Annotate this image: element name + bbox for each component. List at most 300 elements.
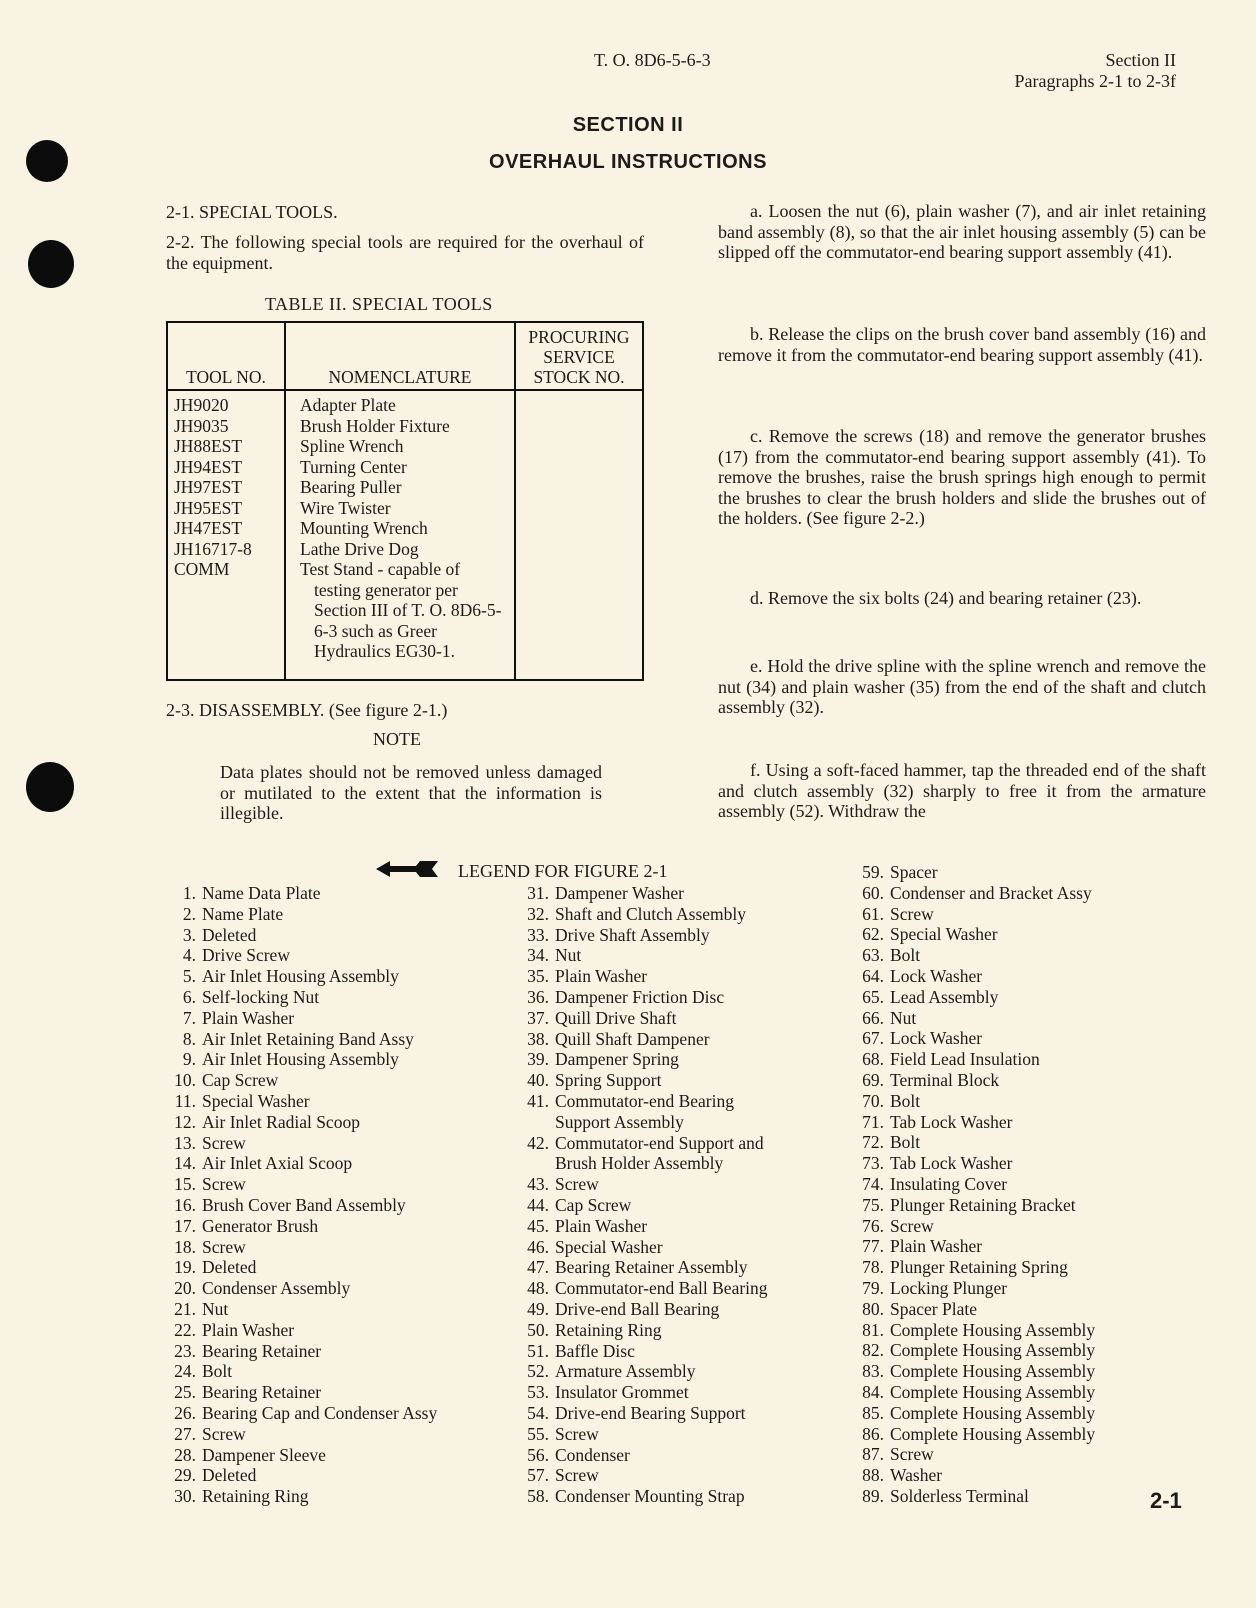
legend-item-label: Shaft and Clutch Assembly <box>555 903 747 924</box>
legend-item-label: Insulating Cover <box>890 1173 1008 1194</box>
legend-item <box>162 1299 437 1320</box>
legend-item <box>515 987 768 1008</box>
legend-item-number: 22. <box>174 1319 196 1340</box>
legend-item-number: 51. <box>527 1340 549 1361</box>
legend-item <box>162 1361 437 1382</box>
page-number: 2-1 <box>1150 1488 1182 1513</box>
tool-nomenclature: Wire Twister <box>300 497 391 518</box>
tool-number: JH9020 <box>174 395 229 415</box>
legend-item-label: Special Washer <box>890 924 998 945</box>
legend-item <box>515 1091 768 1112</box>
legend-item-label: Quill Shaft Dampener <box>555 1028 710 1049</box>
legend-item <box>162 1382 437 1403</box>
legend-item-number: 13. <box>174 1132 196 1153</box>
legend-item <box>850 987 1095 1008</box>
legend-item <box>162 966 437 987</box>
legend-item-label: Condenser Mounting Strap <box>555 1486 745 1507</box>
legend-item <box>515 1278 768 1299</box>
left-arrow-icon <box>376 860 438 883</box>
legend-item-label: Condenser <box>555 1444 630 1465</box>
legend-item-number: 39. <box>527 1049 549 1070</box>
legend-item <box>850 1257 1095 1278</box>
legend-item-number: 59. <box>862 862 884 882</box>
step-a: a. Loosen the nut (6), plain washer (7), and air inlet retaining band assembly (8), so that the air inlet housing assembly (5) can be slipped off the commutator-end bearing support assembly (41). <box>718 201 1206 263</box>
legend-item-number: 40. <box>527 1070 549 1091</box>
legend-item-label: Bolt <box>202 1361 233 1382</box>
legend-item-number: 12. <box>174 1111 196 1132</box>
legend-item <box>515 1216 768 1237</box>
legend-item-label: Tab Lock Washer <box>890 1153 1013 1174</box>
legend-item <box>515 1029 768 1050</box>
legend-item-number: 10. <box>174 1070 196 1091</box>
legend-item <box>850 883 1095 904</box>
tool-number: JH9035 <box>174 415 229 436</box>
legend-item <box>162 1049 437 1070</box>
table-header-nomenclature: NOMENCLATURE <box>285 322 515 390</box>
legend-item-number: 6. <box>182 986 196 1007</box>
legend-column-3 <box>850 862 1095 1507</box>
legend-item-number: 33. <box>527 924 549 945</box>
legend-item-label: Screw <box>890 903 934 924</box>
step-f: f. Using a soft-faced hammer, tap the threaded end of the shaft and clutch assembly (32) sharply to free it from the armature assembly (52). Withdraw the <box>718 760 1206 822</box>
legend-title-row <box>376 860 668 883</box>
legend-item-number: 17. <box>174 1215 196 1236</box>
legend-item <box>850 1174 1095 1195</box>
legend-item-label: Bearing Retainer <box>202 1382 322 1403</box>
legend-item-label: Insulator Grommet <box>555 1382 689 1403</box>
legend-item-number: 77. <box>862 1236 884 1257</box>
legend-item <box>850 945 1095 966</box>
legend-item <box>850 1465 1095 1486</box>
legend-item-number: 55. <box>527 1423 549 1444</box>
step-c: c. Remove the screws (18) and remove the generator brushes (17) from the commutator-end bearing support assembly (41). To remove the brushes, raise the brush springs high enough to permit the brushes to clear the brush holders and slide the brushes out of the holders. (See figure 2-2.) <box>718 426 1206 529</box>
legend-item <box>515 1237 768 1258</box>
tool-number: JH88EST <box>174 436 243 456</box>
legend-item-number: 31. <box>527 883 549 903</box>
legend-item <box>850 1070 1095 1091</box>
legend-item-number: 71. <box>862 1111 884 1132</box>
tool-nomenclature: Lathe Drive Dog <box>300 538 419 559</box>
legend-item-label: Bearing Cap and Condenser Assy <box>202 1402 438 1423</box>
legend-title: LEGEND FOR FIGURE 2-1 <box>458 861 668 881</box>
legend-item-number: 30. <box>174 1486 196 1507</box>
tool-nomenclature: Mounting Wrench <box>300 518 428 538</box>
legend-item-number: 58. <box>527 1486 549 1507</box>
legend-item-number: 86. <box>862 1423 884 1444</box>
table-header-tool-no: TOOL NO. <box>167 322 285 390</box>
legend-item-label: Armature Assembly <box>555 1361 696 1382</box>
binder-hole <box>26 762 74 812</box>
legend-item-label: Baffle Disc <box>555 1340 635 1361</box>
special-tools-table <box>166 321 644 681</box>
legend-item <box>162 1257 437 1278</box>
legend-item-number: 82. <box>862 1340 884 1361</box>
legend-item-label: Screw <box>555 1465 599 1486</box>
legend-item <box>515 1008 768 1029</box>
tool-number: JH97EST <box>174 477 243 497</box>
legend-item <box>850 1424 1095 1445</box>
legend-item-number: 15. <box>174 1174 196 1195</box>
legend-item-number: 68. <box>862 1049 884 1070</box>
legend-item-number: 83. <box>862 1361 884 1382</box>
legend-item-label: Commutator-end Bearing <box>555 1090 734 1111</box>
legend-item-label: Screw <box>890 1444 934 1465</box>
step-d: d. Remove the six bolts (24) and bearing retainer (23). <box>750 588 1142 608</box>
legend-item-label: Field Lead Insulation <box>890 1049 1040 1070</box>
legend-item-label: Condenser and Bracket Assy <box>890 882 1092 903</box>
paragraph-2-3: 2-3. DISASSEMBLY. (See figure 2-1.) <box>166 700 448 720</box>
legend-item-number: 26. <box>174 1402 196 1423</box>
legend-item <box>515 904 768 925</box>
legend-item <box>515 966 768 987</box>
legend-item <box>162 1424 437 1445</box>
legend-item-label: Commutator-end Support and <box>555 1132 764 1153</box>
legend-item <box>850 904 1095 925</box>
legend-item-label: Complete Housing Assembly <box>890 1423 1096 1444</box>
legend-item-label: Plain Washer <box>202 1007 295 1028</box>
legend-item-number: 7. <box>182 1007 196 1028</box>
paragraph-2-1: 2-1. SPECIAL TOOLS. <box>166 202 338 222</box>
legend-item-label: Cap Screw <box>202 1070 279 1091</box>
legend-item-number: 79. <box>862 1277 884 1298</box>
legend-item-number: 14. <box>174 1153 196 1174</box>
legend-item-label: Plunger Retaining Bracket <box>890 1194 1076 1215</box>
section-label: Section II <box>1105 50 1176 70</box>
legend-column-2 <box>515 883 768 1507</box>
legend-item <box>850 1049 1095 1070</box>
tool-number: COMM <box>174 559 230 579</box>
legend-item-label: Bolt <box>890 945 921 966</box>
legend-item-label: Bolt <box>890 1132 921 1153</box>
legend-item-number: 54. <box>527 1402 549 1423</box>
legend-item <box>162 1091 437 1112</box>
legend-item-number: 38. <box>527 1028 549 1049</box>
legend-item <box>162 1133 437 1154</box>
legend-item <box>850 966 1095 987</box>
legend-item <box>850 1195 1095 1216</box>
legend-item <box>850 1320 1095 1341</box>
legend-item-label: Terminal Block <box>890 1069 1000 1090</box>
legend-item <box>850 1444 1095 1465</box>
paragraphs-label: Paragraphs 2-1 to 2-3f <box>1014 71 1176 91</box>
legend-item-number: 57. <box>527 1465 549 1486</box>
legend-item-number: 27. <box>174 1423 196 1444</box>
legend-item-number: 11. <box>174 1090 196 1111</box>
legend-item <box>850 1028 1095 1049</box>
legend-item-label: Deleted <box>202 1465 257 1486</box>
legend-item-number: 85. <box>862 1402 884 1423</box>
legend-item-label: Tab Lock Washer <box>890 1111 1013 1132</box>
legend-item-label-continued: Brush Holder Assembly <box>555 1153 724 1174</box>
doc-number: T. O. 8D6-5-6-3 <box>594 50 711 70</box>
legend-item-label: Drive Screw <box>202 945 290 966</box>
legend-item-label: Name Plate <box>202 903 284 924</box>
legend-item-label: Drive Shaft Assembly <box>555 924 710 945</box>
legend-item <box>515 1049 768 1070</box>
legend-item-number: 23. <box>174 1340 196 1361</box>
legend-item-number: 29. <box>174 1465 196 1486</box>
legend-item-label: Solderless Terminal <box>890 1485 1029 1506</box>
legend-item-label: Screw <box>202 1174 246 1195</box>
legend-item-label: Condenser Assembly <box>202 1278 351 1299</box>
tool-nomenclature: Test Stand - capable of testing generator per Section III of T. O. 8D6-5-6-3 such as Greer Hydraulics EG30-1. <box>300 559 502 661</box>
legend-item <box>515 1299 768 1320</box>
legend-item <box>515 1133 768 1154</box>
legend-item-number: 43. <box>527 1174 549 1195</box>
legend-item-label: Air Inlet Radial Scoop <box>202 1111 360 1132</box>
legend-item-number: 89. <box>862 1485 884 1506</box>
legend-item-number: 20. <box>174 1278 196 1299</box>
legend-item <box>162 1153 437 1174</box>
legend-item <box>850 1216 1095 1237</box>
legend-item-number: 70. <box>862 1090 884 1111</box>
legend-item <box>850 1236 1095 1257</box>
legend-item-label: Nut <box>202 1298 229 1319</box>
legend-item <box>162 987 437 1008</box>
section-title: SECTION II <box>572 114 684 136</box>
legend-item-label: Bearing Retainer <box>202 1340 322 1361</box>
legend-item-label: Complete Housing Assembly <box>890 1361 1096 1382</box>
legend-item-label: Spacer Plate <box>890 1298 977 1319</box>
legend-item <box>850 862 1095 883</box>
legend-item <box>162 1320 437 1341</box>
stock-number-cell <box>515 390 643 680</box>
legend-item <box>162 1341 437 1362</box>
legend-item <box>850 1112 1095 1133</box>
legend-item <box>162 1174 437 1195</box>
legend-item-label: Commutator-end Ball Bearing <box>555 1278 768 1299</box>
note-text: Data plates should not be removed unless damaged or mutilated to the extent that the information is illegible. <box>220 762 602 824</box>
legend-item-label: Brush Cover Band Assembly <box>202 1194 406 1215</box>
legend-item <box>850 1008 1095 1029</box>
legend-item-number: 8. <box>182 1028 196 1049</box>
legend-item-label: Spring Support <box>555 1070 662 1091</box>
legend-item-number: 21. <box>174 1298 196 1319</box>
legend-item-number: 66. <box>862 1007 884 1028</box>
legend-item-label: Dampener Sleeve <box>202 1444 326 1465</box>
tool-numbers-cell <box>167 390 285 680</box>
legend-item-number: 34. <box>527 945 549 966</box>
legend-item <box>850 1361 1095 1382</box>
legend-item-label: Name Data Plate <box>202 883 321 903</box>
legend-item-label: Screw <box>890 1215 934 1236</box>
legend-item <box>162 1195 437 1216</box>
legend-item-label: Air Inlet Housing Assembly <box>202 966 399 987</box>
legend-item-number: 73. <box>862 1153 884 1174</box>
step-b: b. Release the clips on the brush cover band assembly (16) and remove it from the commutator-end bearing support assembly (41). <box>718 324 1206 365</box>
legend-item-label: Lead Assembly <box>890 986 999 1007</box>
legend-item-number: 56. <box>527 1444 549 1465</box>
legend-item-label: Complete Housing Assembly <box>890 1402 1096 1423</box>
legend-item-label: Complete Housing Assembly <box>890 1340 1096 1361</box>
tool-nomenclature: Brush Holder Fixture <box>300 415 450 436</box>
legend-item-number: 48. <box>527 1278 549 1299</box>
legend-column-1 <box>162 883 437 1507</box>
legend-item-label: Deleted <box>202 1257 257 1278</box>
legend-item-number: 4. <box>182 945 196 966</box>
table-row <box>167 390 643 680</box>
legend-item-label: Plain Washer <box>890 1236 983 1257</box>
legend-item <box>515 1424 768 1445</box>
legend-item-number: 5. <box>182 966 196 987</box>
legend-item <box>162 904 437 925</box>
legend-item-number: 41. <box>527 1090 549 1111</box>
legend-item-number: 81. <box>862 1319 884 1340</box>
legend-item <box>515 1341 768 1362</box>
legend-item-number: 37. <box>527 1007 549 1028</box>
legend-item-number: 3. <box>182 924 196 945</box>
legend-item <box>515 883 768 904</box>
legend-item-number: 60. <box>862 882 884 903</box>
legend-item-number: 74. <box>862 1173 884 1194</box>
legend-item-label: Washer <box>890 1465 943 1486</box>
legend-item <box>515 1257 768 1278</box>
legend-item-label: Nut <box>555 945 582 966</box>
legend-item <box>162 1486 437 1507</box>
legend-item-number: 2. <box>182 903 196 924</box>
legend-item <box>162 1112 437 1133</box>
legend-item-number: 25. <box>174 1382 196 1403</box>
legend-item-label: Screw <box>202 1423 246 1444</box>
legend-item-label: Plain Washer <box>202 1319 295 1340</box>
legend-item-number: 49. <box>527 1298 549 1319</box>
tool-number: JH94EST <box>174 456 243 477</box>
legend-item-label: Retaining Ring <box>202 1486 309 1507</box>
legend-item-number: 16. <box>174 1194 196 1215</box>
legend-item-number: 42. <box>527 1132 549 1153</box>
legend-item-label: Dampener Friction Disc <box>555 986 725 1007</box>
legend-item-label: Special Washer <box>555 1236 663 1257</box>
legend-item-number: 9. <box>182 1049 196 1070</box>
legend-item-label: Cap Screw <box>555 1194 632 1215</box>
legend-item-number: 62. <box>862 924 884 945</box>
legend-item-label: Generator Brush <box>202 1215 319 1236</box>
legend-item-number: 76. <box>862 1215 884 1236</box>
legend-item-label: Plunger Retaining Spring <box>890 1257 1068 1278</box>
legend-item-label: Bolt <box>890 1090 921 1111</box>
legend-item-number: 36. <box>527 986 549 1007</box>
legend-item-number: 65. <box>862 986 884 1007</box>
legend-item-label: Air Inlet Housing Assembly <box>202 1049 399 1070</box>
legend-item <box>515 1403 768 1424</box>
legend-item-label: Quill Drive Shaft <box>555 1007 677 1028</box>
legend-item-label: Locking Plunger <box>890 1277 1008 1298</box>
legend-item-label: Drive-end Bearing Support <box>555 1402 746 1423</box>
legend-item <box>850 924 1095 945</box>
legend-item-number: 50. <box>527 1319 549 1340</box>
legend-item <box>850 1486 1095 1507</box>
legend-item <box>850 1153 1095 1174</box>
legend-item <box>515 1361 768 1382</box>
legend-item-number: 72. <box>862 1132 884 1153</box>
legend-item-label-continued: Support Assembly <box>555 1111 684 1132</box>
legend-item-number: 53. <box>527 1382 549 1403</box>
legend-item-number: 28. <box>174 1444 196 1465</box>
legend-item <box>850 1340 1095 1361</box>
legend-item <box>515 925 768 946</box>
legend-item-number: 52. <box>527 1361 549 1382</box>
legend-item <box>162 1008 437 1029</box>
legend-item-label: Plain Washer <box>555 966 648 987</box>
legend-item-label: Retaining Ring <box>555 1319 662 1340</box>
binder-hole <box>28 240 74 288</box>
legend-item-label: Bearing Retainer Assembly <box>555 1257 748 1278</box>
legend-item <box>162 1070 437 1091</box>
legend-item <box>162 1029 437 1050</box>
legend-item-label: Dampener Washer <box>555 883 684 903</box>
legend-item <box>515 1195 768 1216</box>
legend-item-label: Deleted <box>202 924 257 945</box>
legend-item-label: Plain Washer <box>555 1215 648 1236</box>
legend-item-label: Drive-end Ball Bearing <box>555 1298 720 1319</box>
tool-number: JH95EST <box>174 497 243 518</box>
paragraph-2-2: 2-2. The following special tools are required for the overhaul of the equipment. <box>166 232 644 273</box>
legend-item <box>162 945 437 966</box>
legend-item <box>162 1465 437 1486</box>
legend-item <box>850 1091 1095 1112</box>
legend-item-label: Air Inlet Axial Scoop <box>202 1153 353 1174</box>
legend-item <box>162 1403 437 1424</box>
table-header-stock-no: PROCURING SERVICE STOCK NO. <box>515 322 643 390</box>
legend-item <box>515 1445 768 1466</box>
tool-number: JH47EST <box>174 518 243 538</box>
legend-item <box>162 1216 437 1237</box>
legend-item-number: 80. <box>862 1298 884 1319</box>
legend-item-label: Screw <box>555 1423 599 1444</box>
legend-item-label: Complete Housing Assembly <box>890 1381 1096 1402</box>
legend-item-number: 19. <box>174 1257 196 1278</box>
legend-item <box>850 1382 1095 1403</box>
legend-item-number: 63. <box>862 945 884 966</box>
tool-number: JH16717-8 <box>174 538 252 559</box>
legend-item <box>850 1132 1095 1153</box>
legend-item-label: Screw <box>555 1174 599 1195</box>
legend-item-number: 45. <box>527 1215 549 1236</box>
legend-item <box>162 1278 437 1299</box>
legend-item-number: 78. <box>862 1257 884 1278</box>
legend-item-number: 35. <box>527 966 549 987</box>
legend-item-label: Self-locking Nut <box>202 986 320 1007</box>
legend-item <box>850 1299 1095 1320</box>
legend-item <box>162 1237 437 1258</box>
legend-item-label: Spacer <box>890 862 938 882</box>
legend-item-label: Air Inlet Retaining Band Assy <box>202 1028 414 1049</box>
legend-item <box>515 945 768 966</box>
legend-item-number: 44. <box>527 1194 549 1215</box>
tool-nomenclature: Spline Wrench <box>300 436 404 456</box>
legend-item-number: 75. <box>862 1194 884 1215</box>
legend-item <box>850 1278 1095 1299</box>
section-subtitle: OVERHAUL INSTRUCTIONS <box>489 151 767 173</box>
legend-item-label: Nut <box>890 1007 917 1028</box>
legend-item-label: Complete Housing Assembly <box>890 1319 1096 1340</box>
legend-item <box>515 1320 768 1341</box>
legend-item-number: 1. <box>182 883 196 903</box>
legend-item-number: 67. <box>862 1028 884 1049</box>
legend-item-number: 47. <box>527 1257 549 1278</box>
legend-item-number: 24. <box>174 1361 196 1382</box>
legend-item-label: Lock Washer <box>890 1028 983 1049</box>
legend-item-number: 61. <box>862 903 884 924</box>
legend-item-number: 46. <box>527 1236 549 1257</box>
tool-nomenclature: Bearing Puller <box>300 477 402 497</box>
legend-item <box>850 1403 1095 1424</box>
legend-item-label: Screw <box>202 1236 246 1257</box>
legend-item-label: Screw <box>202 1132 246 1153</box>
legend-item <box>515 1070 768 1091</box>
nomenclature-cell <box>285 390 515 680</box>
legend-item-number: 87. <box>862 1444 884 1465</box>
